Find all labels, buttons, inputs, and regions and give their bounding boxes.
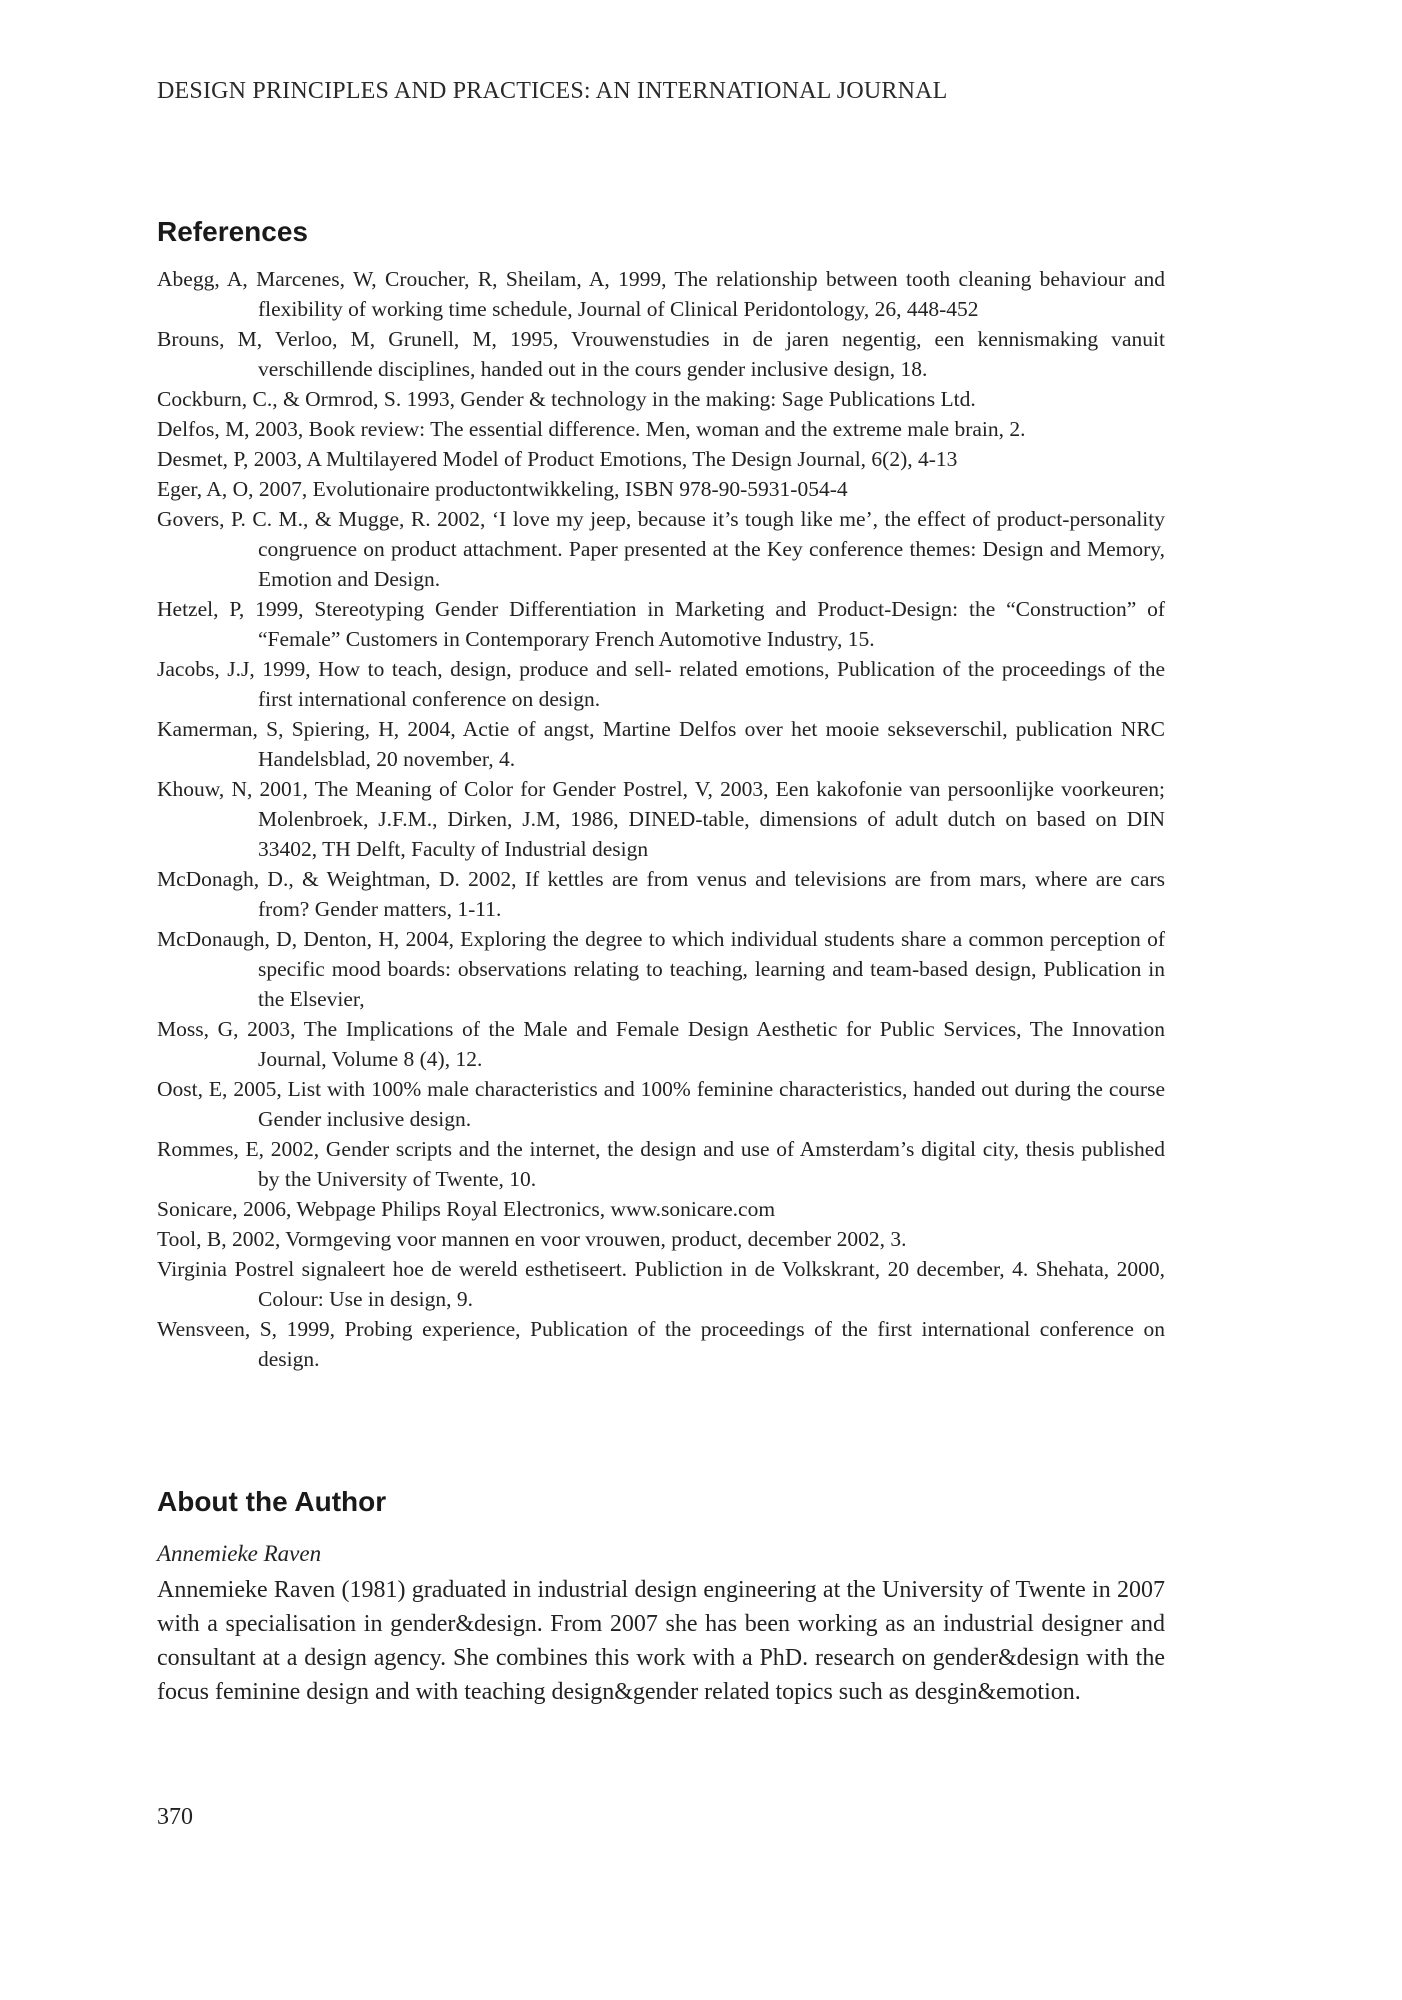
- reference-item: McDonaugh, D, Denton, H, 2004, Exploring the degree to which individual students share a common perception of specific mood boards: observations relating to teaching, learning and team-based design, Publication in the Elsevier,: [157, 927, 1165, 1011]
- reference-item: Oost, E, 2005, List with 100% male characteristics and 100% feminine characteristics, handed out during the course Gender inclusive design.: [157, 1077, 1165, 1131]
- author-bio: Annemieke Raven (1981) graduated in industrial design engineering at the University of Twente in 2007 with a specialisation in gender&design. From 2007 she has been working as an industrial designer and consultant at a design agency. She combines this work with a PhD. research on gender&design with the focus feminine design and with teaching design&gender related topics such as desgin&emotion.: [157, 1577, 1165, 1705]
- reference-item: Cockburn, C., & Ormrod, S. 1993, Gender & technology in the making: Sage Publications Ltd.: [157, 387, 976, 411]
- references-heading: References: [157, 216, 308, 247]
- reference-item: Wensveen, S, 1999, Probing experience, Publication of the proceedings of the first international conference on design.: [157, 1317, 1165, 1371]
- reference-item: Tool, B, 2002, Vormgeving voor mannen en voor vrouwen, product, december 2002, 3.: [157, 1227, 907, 1251]
- about-author-heading: About the Author: [157, 1486, 387, 1517]
- reference-item: Jacobs, J.J, 1999, How to teach, design, produce and sell- related emotions, Publication of the proceedings of the first international conference on design.: [157, 657, 1165, 711]
- reference-item: Brouns, M, Verloo, M, Grunell, M, 1995, Vrouwenstudies in de jaren negentig, een kennismaking vanuit verschillende disciplines, handed out in the cours gender inclusive design, 18.: [157, 327, 1165, 381]
- reference-item: Virginia Postrel signaleert hoe de wereld esthetiseert. Publiction in de Volkskrant, 20 december, 4. Shehata, 2000, Colour: Use in design, 9.: [157, 1257, 1165, 1311]
- reference-item: Moss, G, 2003, The Implications of the Male and Female Design Aesthetic for Public Services, The Innovation Journal, Volume 8 (4), 12.: [157, 1017, 1165, 1071]
- reference-item: Desmet, P, 2003, A Multilayered Model of Product Emotions, The Design Journal, 6(2), 4-13: [157, 447, 958, 471]
- reference-item: Kamerman, S, Spiering, H, 2004, Actie of angst, Martine Delfos over het mooie sekseverschil, publication NRC Handelsblad, 20 november, 4.: [157, 717, 1165, 771]
- reference-item: Sonicare, 2006, Webpage Philips Royal Electronics, www.sonicare.com: [157, 1197, 776, 1221]
- author-name: Annemieke Raven: [157, 1541, 322, 1566]
- reference-item: Khouw, N, 2001, The Meaning of Color for Gender Postrel, V, 2003, Een kakofonie van persoonlijke voorkeuren; Molenbroek, J.F.M., Dirken, J.M, 1986, DINED-table, dimensions of adult dutch on based on DIN 33402, TH Delft, Faculty of Industrial design: [157, 777, 1165, 861]
- reference-item: McDonagh, D., & Weightman, D. 2002, If kettles are from venus and televisions are from mars, where are cars from? Gender matters, 1-11.: [157, 867, 1165, 921]
- reference-item: Rommes, E, 2002, Gender scripts and the internet, the design and use of Amsterdam’s digital city, thesis published by the University of Twente, 10.: [157, 1137, 1165, 1191]
- reference-item: Abegg, A, Marcenes, W, Croucher, R, Sheilam, A, 1999, The relationship between tooth cleaning behaviour and flexibility of working time schedule, Journal of Clinical Peridontology, 26, 448-452: [157, 267, 1165, 321]
- reference-item: Govers, P. C. M., & Mugge, R. 2002, ‘I love my jeep, because it’s tough like me’, the effect of product-personality congruence on product attachment. Paper presented at the Key conference themes: Design and Memory, Emotion and Design.: [157, 507, 1165, 591]
- reference-item: Hetzel, P, 1999, Stereotyping Gender Differentiation in Marketing and Product-Design: the “Construction” of “Female” Customers in Contemporary French Automotive Industry, 15.: [157, 597, 1165, 651]
- reference-list: [157, 264, 1165, 1374]
- reference-item: Delfos, M, 2003, Book review: The essential difference. Men, woman and the extreme male brain, 2.: [157, 417, 1026, 441]
- page-number: 370: [157, 1804, 193, 1830]
- running-head: DESIGN PRINCIPLES AND PRACTICES: AN INTERNATIONAL JOURNAL: [157, 78, 948, 104]
- reference-item: Eger, A, O, 2007, Evolutionaire productontwikkeling, ISBN 978-90-5931-054-4: [157, 477, 848, 501]
